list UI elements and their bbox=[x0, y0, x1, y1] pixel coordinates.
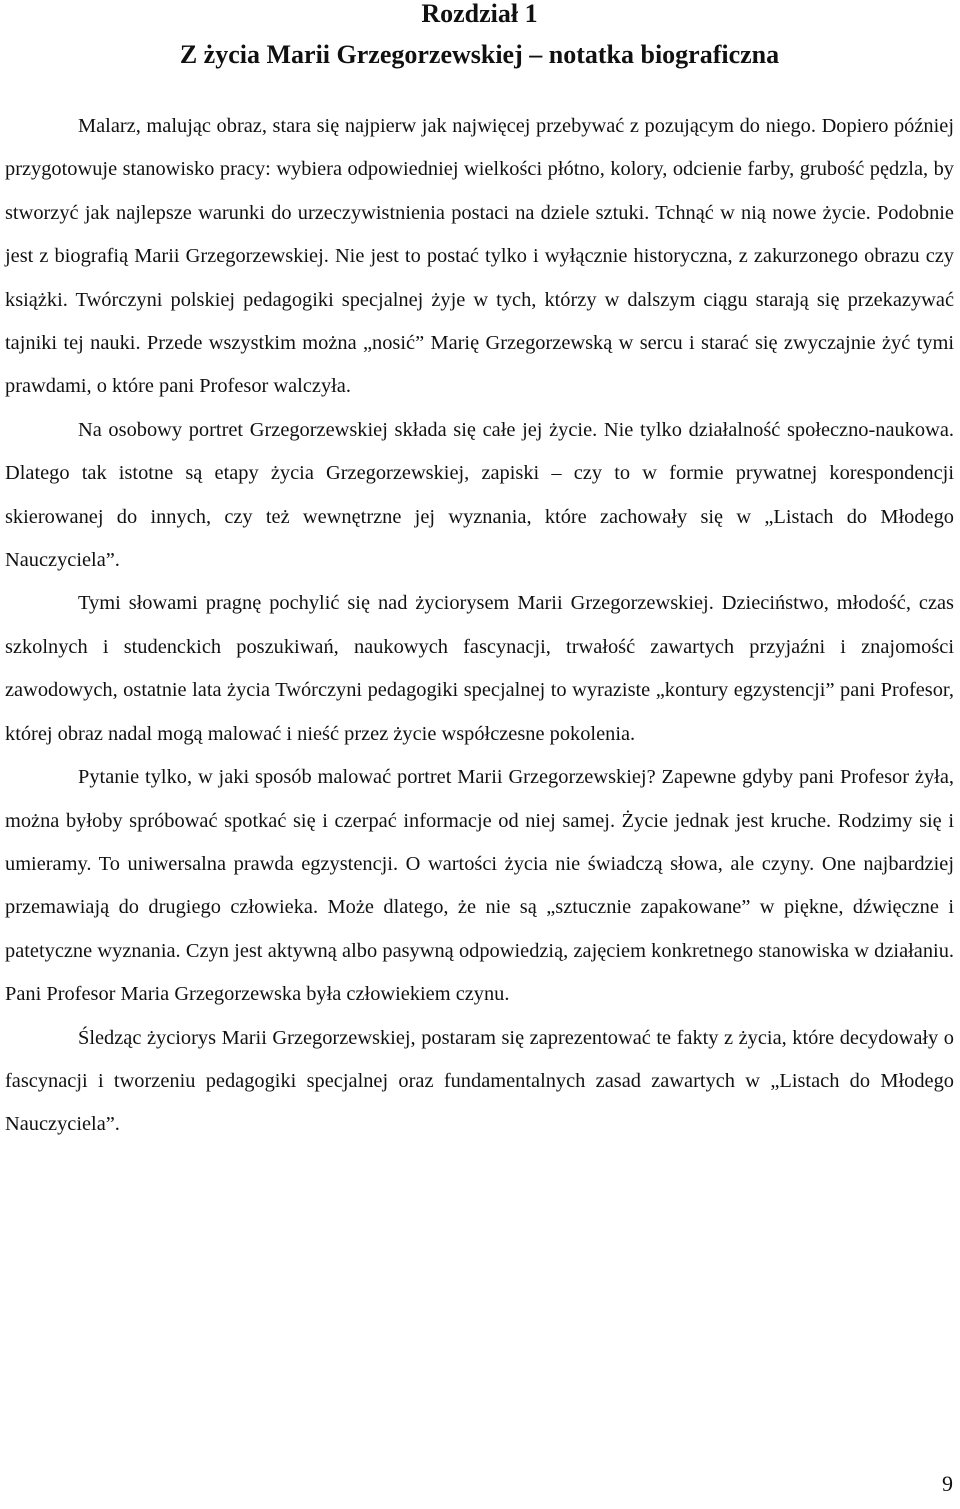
paragraph: Tymi słowami pragnę pochylić się nad życiorysem Marii Grzegorzewskiej. Dzieciństwo, młodość, czas szkolnych i studenckich poszukiwań, naukowych fascynacji, trwałość zawartych przyjaźni i znajomości zawodowych, ostatnie lata życia Twórczyni pedagogiki specjalnej to wyraziste „kontury egzystencji” pani Profesor, której obraz nadal mogą malować i nieść przez życie współczesne pokolenia. bbox=[5, 592, 954, 745]
chapter-title: Z życia Marii Grzegorzewskiej – notatka biograficzna bbox=[179, 40, 780, 69]
page-number: 9 bbox=[942, 1471, 953, 1496]
body-text bbox=[5, 105, 954, 1147]
chapter-number: Rozdział 1 bbox=[421, 0, 538, 28]
chapter-heading bbox=[5, 0, 954, 69]
paragraph: Pytanie tylko, w jaki sposób malować portret Marii Grzegorzewskiej? Zapewne gdyby pani Profesor żyła, można byłoby spróbować spotkać się i czerpać informacje od niej samej. Życie jednak jest kruche. Rodzimy się i umieramy. To uniwersalna prawda egzystencji. O wartości życia nie świadczą słowa, ale czyny. One najbardziej przemawiają do drugiego człowieka. Może dlatego, że nie są „sztucznie zapakowane” w piękne, dźwięczne i patetyczne wyznania. Czyn jest aktywną albo pasywną odpowiedzią, zajęciem konkretnego stanowiska w działaniu. Pani Profesor Maria Grzegorzewska była człowiekiem czynu. bbox=[5, 766, 954, 1006]
paragraph: Śledząc życiorys Marii Grzegorzewskiej, postaram się zaprezentować te fakty z życia, które decydowały o fascynacji i tworzeniu pedagogiki specjalnej oraz fundamentalnych zasad zawartych w „Listach do Młodego Nauczyciela”. bbox=[5, 1026, 954, 1136]
paragraph: Malarz, malując obraz, stara się najpierw jak najwięcej przebywać z pozującym do niego. Dopiero później przygotowuje stanowisko pracy: wybiera odpowiedniej wielkości płótno, kolory, odcienie farby, grubość pędzla, by stworzyć jak najlepsze warunki do urzeczywistnienia postaci na dziele sztuki. Tchnąć w nią nowe życie. Podobnie jest z biografią Marii Grzegorzewskiej. Nie jest to postać tylko i wyłącznie historyczna, z zakurzonego obrazu czy książki. Twórczyni polskiej pedagogiki specjalnej żyje w tych, którzy w dalszym ciągu starają się przekazywać tajniki tej nauki. Przede wszystkim można „nosić” Marię Grzegorzewską w sercu i starać się zwyczajnie żyć tymi prawdami, o które pani Profesor walczyła. bbox=[5, 115, 954, 398]
paragraph: Na osobowy portret Grzegorzewskiej składa się całe jej życie. Nie tylko działalność społeczno-naukowa. Dlatego tak istotne są etapy życia Grzegorzewskiej, zapiski – czy to w formie prywatnej korespondencji skierowanej do innych, czy też wewnętrzne jej wyznania, które zachowały się w „Listach do Młodego Nauczyciela”. bbox=[5, 418, 954, 572]
